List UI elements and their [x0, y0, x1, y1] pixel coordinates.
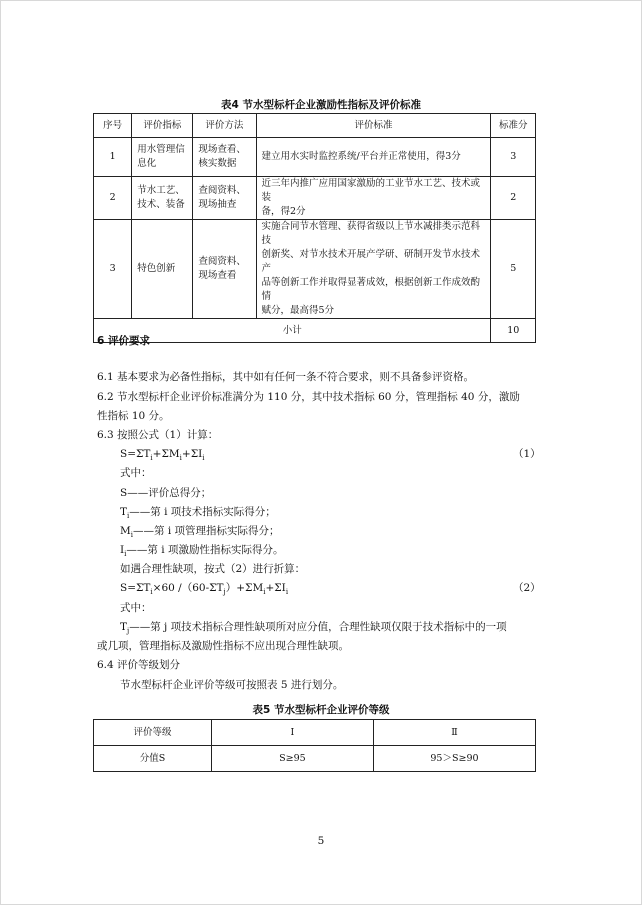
cell-no: 2 [94, 177, 132, 220]
cell-no: 3 [94, 220, 132, 319]
cell-score: 3 [491, 138, 536, 177]
para-6-2-line2: 性指标 10 分。 [97, 410, 170, 422]
para-6-4-body: 节水型标杆企业评价等级可按照表 5 进行划分。 [120, 679, 344, 691]
table-header-row [94, 720, 536, 746]
header-cell: Ⅱ [373, 720, 535, 746]
table5-caption: 表5 节水型标杆企业评价等级 [252, 704, 390, 716]
def-s: S——评价总得分； [120, 487, 212, 499]
para-6-1: 6.1 基本要求为必备性指标，其中如有任何一条不符合要求，则不具备参评资格。 [97, 371, 475, 383]
header-cell: 评价等级 [94, 720, 212, 746]
table-row [94, 177, 536, 220]
table-row [94, 746, 536, 772]
table5 [93, 719, 536, 772]
def-m: $M_i——$第 i 项管理指标实际得分； [120, 525, 280, 540]
missing-item-note: 如遇合理性缺项，按式（2）进行折算： [120, 563, 306, 575]
subtotal-row [94, 319, 536, 343]
def-tj-line1: $T_j——$第 j 项技术指标合理性缺项所对应分值，合理性缺项仅限于技术指标中的一项 [120, 621, 507, 636]
header-cell: 评价标准 [256, 114, 491, 138]
def-tj-line2: 或几项，管理指标及激励性指标不应出现合理性缺项。 [97, 640, 349, 652]
cell-standard: 实施合同节水管理、获得省级以上节水减排类示范科技 创新奖、对节水技术开展产学研、研制开发节水技术产 品等创新工作并取得显著成效，根据创新工作成效酌情 赋分，最高得5分 [256, 220, 491, 319]
para-6-3: 6.3 按照公式（1）计算： [97, 429, 219, 441]
table-row [94, 220, 536, 319]
cell-grade-2: 95＞S≥90 [373, 746, 535, 772]
page-number: 5 [317, 835, 325, 847]
cell-grade-1: S≥95 [211, 746, 373, 772]
formula-2-number: （2） [513, 582, 541, 594]
section-heading: 6 评价要求 [97, 335, 150, 347]
table-header-row [94, 114, 536, 138]
cell-indicator: 用水管理信 息化 [132, 138, 193, 177]
header-cell: Ⅰ [211, 720, 373, 746]
cell-score-label: 分值S [94, 746, 212, 772]
table4-caption: 表4 节水型标杆企业激励性指标及评价标准 [221, 99, 421, 111]
cell-method: 查阅资料、 现场抽查 [193, 177, 256, 220]
def-t: $T_i——$第 i 项技术指标实际得分； [120, 506, 276, 521]
cell-standard: 建立用水实时监控系统/平台并正常使用，得3分 [256, 138, 491, 177]
cell-standard: 近三年内推广应用国家激励的工业节水工艺、技术或装 备，得2分 [256, 177, 491, 220]
table-row [94, 138, 536, 177]
cell-score: 2 [491, 177, 536, 220]
header-cell: 评价指标 [132, 114, 193, 138]
header-cell: 标准分 [491, 114, 536, 138]
para-6-4: 6.4 评价等级划分 [97, 659, 181, 671]
formula-2: $S=\Sigma T_i\times 60$ $/(60-\Sigma T_j)+\Sigma M_i+\Sigma I_i$ [120, 582, 289, 597]
table4 [93, 113, 536, 343]
cell-no: 1 [94, 138, 132, 177]
header-cell: 评价方法 [193, 114, 256, 138]
where-label-1: 式中： [120, 467, 152, 479]
cell-method: 查阅资料、 现场查看 [193, 220, 256, 319]
formula-1: $S=\Sigma T_i+\Sigma M_i+\Sigma I_i$ [120, 448, 205, 463]
subtotal-label: 小计 [94, 319, 491, 343]
cell-method: 现场查看、 核实数据 [193, 138, 256, 177]
cell-score: 5 [491, 220, 536, 319]
subtotal-value: 10 [491, 319, 536, 343]
cell-indicator: 节水工艺、 技术、装备 [132, 177, 193, 220]
header-cell: 序号 [94, 114, 132, 138]
cell-indicator: 特色创新 [132, 220, 193, 319]
where-label-2: 式中： [120, 602, 152, 614]
def-i: $I_i——$第 i 项激励性指标实际得分。 [120, 544, 284, 559]
formula-1-number: （1） [513, 448, 541, 460]
para-6-2-line1: 6.2 节水型标杆企业评价标准满分为 110 分，其中技术指标 60 分，管理指标 40 分，激励 [97, 391, 520, 403]
